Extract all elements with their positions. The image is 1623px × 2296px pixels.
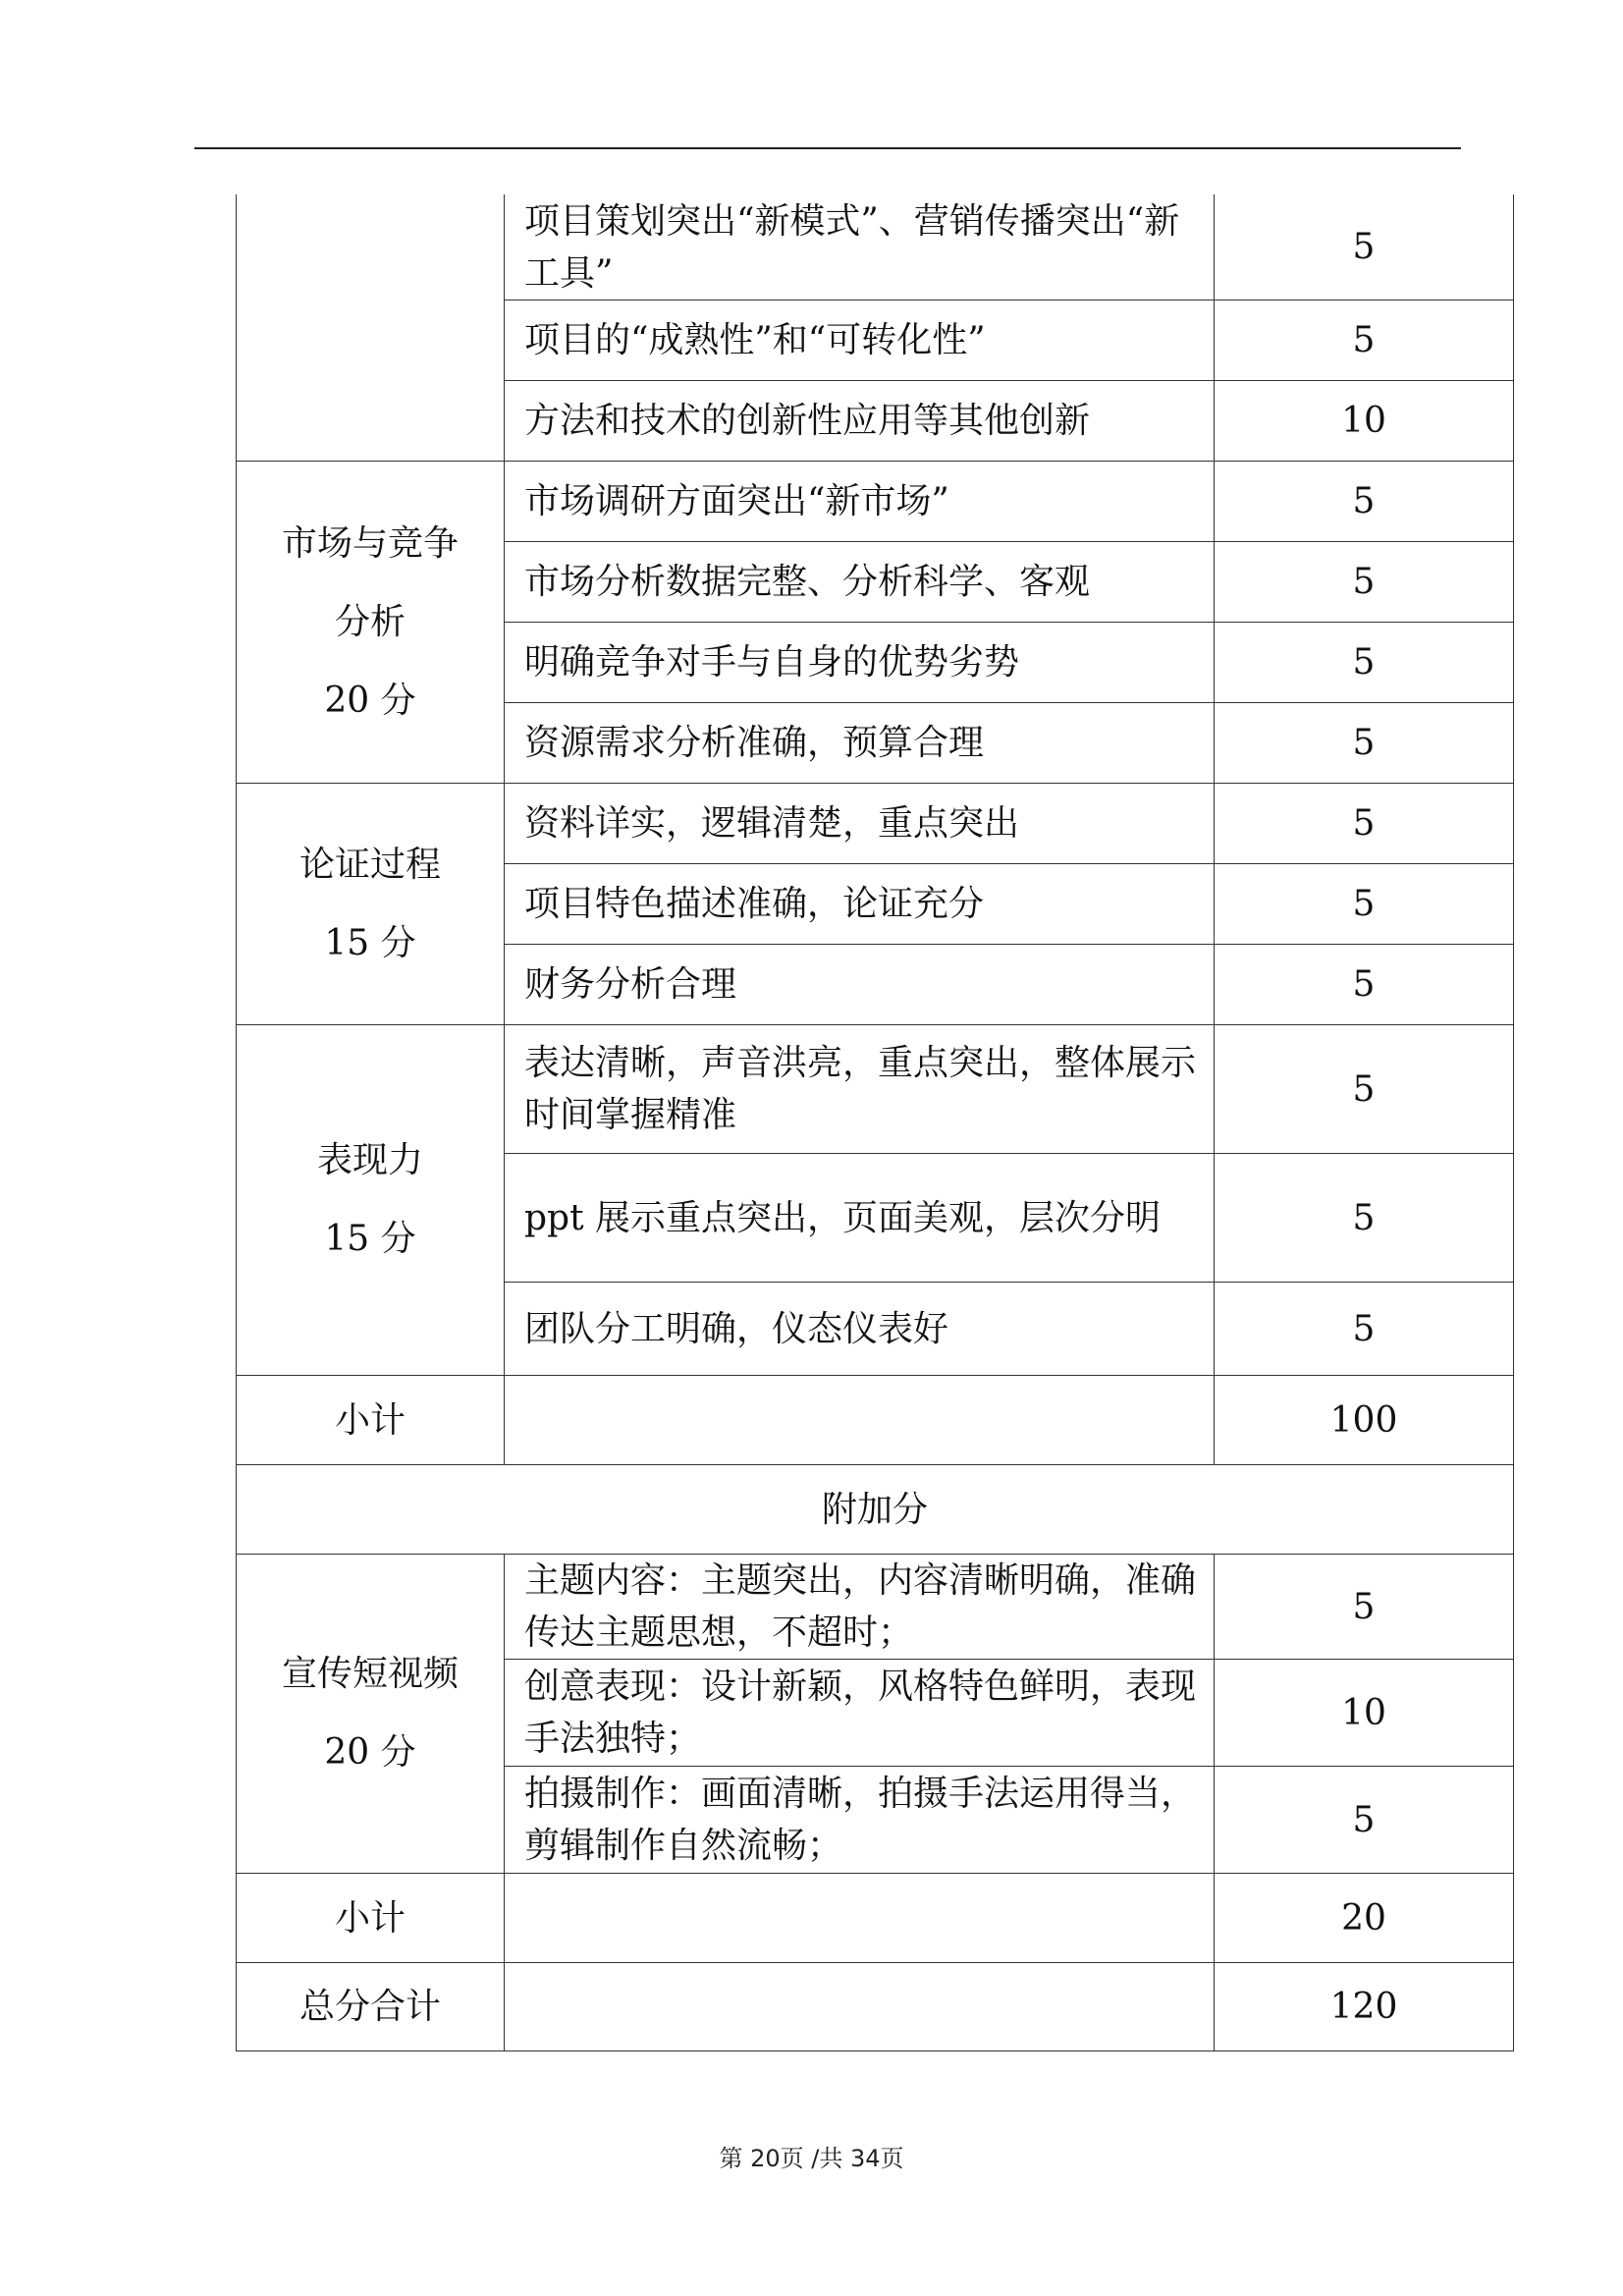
points-cell: 5: [1215, 1154, 1514, 1283]
bonus-header-row: [237, 1465, 1514, 1555]
criterion-cell: 资料详实，逻辑清楚，重点突出: [505, 784, 1215, 864]
total-label: 总分合计: [237, 1963, 505, 2051]
total-row: [237, 1963, 1514, 2051]
points-cell: 5: [1215, 194, 1514, 301]
criterion-cell: 市场分析数据完整、分析科学、客观: [505, 542, 1215, 623]
table-row: [237, 1025, 1514, 1154]
points-cell: 5: [1215, 784, 1514, 864]
header-rule: [194, 147, 1461, 149]
subtotal-label: 小计: [237, 1376, 505, 1465]
criterion-cell: 创意表现：设计新颖，风格特色鲜明，表现手法独特；: [505, 1660, 1215, 1767]
total-points: 120: [1215, 1963, 1514, 2051]
category-line: 20 分: [324, 680, 416, 721]
total-empty: [505, 1963, 1215, 2051]
criterion-cell: 资源需求分析准确，预算合理: [505, 703, 1215, 784]
points-cell: 5: [1215, 542, 1514, 623]
criterion-cell: 明确竞争对手与自身的优势劣势: [505, 623, 1215, 703]
subtotal-label: 小计: [237, 1874, 505, 1963]
criterion-cell: 表达清晰，声音洪亮，重点突出，整体展示时间掌握精准: [505, 1025, 1215, 1154]
category-line: 15 分: [324, 922, 416, 963]
category-line: 宣传短视频: [281, 1654, 459, 1694]
points-cell: 5: [1215, 462, 1514, 542]
points-cell: 5: [1215, 703, 1514, 784]
points-cell: 10: [1215, 1660, 1514, 1767]
table-row: [237, 784, 1514, 864]
points-cell: 5: [1215, 1283, 1514, 1376]
category-cell-performance: [237, 1025, 505, 1376]
points-cell: 5: [1215, 864, 1514, 945]
category-line: 论证过程: [298, 844, 441, 885]
scoring-table: [236, 194, 1514, 2051]
category-line: 分析: [334, 601, 406, 642]
category-line: 表现力: [316, 1140, 423, 1180]
subtotal-empty: [505, 1376, 1215, 1465]
criterion-cell: 方法和技术的创新性应用等其他创新: [505, 381, 1215, 462]
bonus-header: 附加分: [237, 1465, 1514, 1555]
criterion-cell: 项目策划突出“新模式”、营销传播突出“新工具”: [505, 194, 1215, 301]
category-line: 20 分: [324, 1732, 416, 1773]
subtotal-points: 100: [1215, 1376, 1514, 1465]
subtotal-empty: [505, 1874, 1215, 1963]
table-row: [237, 1555, 1514, 1660]
category-cell-empty: [237, 194, 505, 462]
points-cell: 5: [1215, 1767, 1514, 1874]
points-cell: 5: [1215, 945, 1514, 1025]
table-row: [237, 462, 1514, 542]
criterion-cell: 项目的“成熟性”和“可转化性”: [505, 301, 1215, 381]
points-cell: 5: [1215, 623, 1514, 703]
criterion-cell: ppt 展示重点突出，页面美观，层次分明: [505, 1154, 1215, 1283]
criterion-cell: 拍摄制作：画面清晰，拍摄手法运用得当，剪辑制作自然流畅；: [505, 1767, 1215, 1874]
criterion-cell: 财务分析合理: [505, 945, 1215, 1025]
category-cell-market: [237, 462, 505, 784]
category-cell-video: [237, 1555, 505, 1874]
category-line: 市场与竞争: [281, 522, 459, 564]
points-cell: 5: [1215, 1555, 1514, 1660]
criterion-cell: 主题内容：主题突出，内容清晰明确，准确传达主题思想，不超时；: [505, 1555, 1215, 1660]
points-cell: 5: [1215, 1025, 1514, 1154]
page-number: 第 20页 /共 34页: [719, 2145, 904, 2172]
subtotal-points: 20: [1215, 1874, 1514, 1963]
subtotal-row: [237, 1376, 1514, 1465]
criterion-cell: 团队分工明确，仪态仪表好: [505, 1283, 1215, 1376]
table-row: [237, 194, 1514, 301]
criterion-cell: 项目特色描述准确，论证充分: [505, 864, 1215, 945]
subtotal-row: [237, 1874, 1514, 1963]
points-cell: 10: [1215, 381, 1514, 462]
points-cell: 5: [1215, 301, 1514, 381]
category-cell-argument: [237, 784, 505, 1025]
criterion-cell: 市场调研方面突出“新市场”: [505, 462, 1215, 542]
category-line: 15 分: [324, 1219, 416, 1259]
